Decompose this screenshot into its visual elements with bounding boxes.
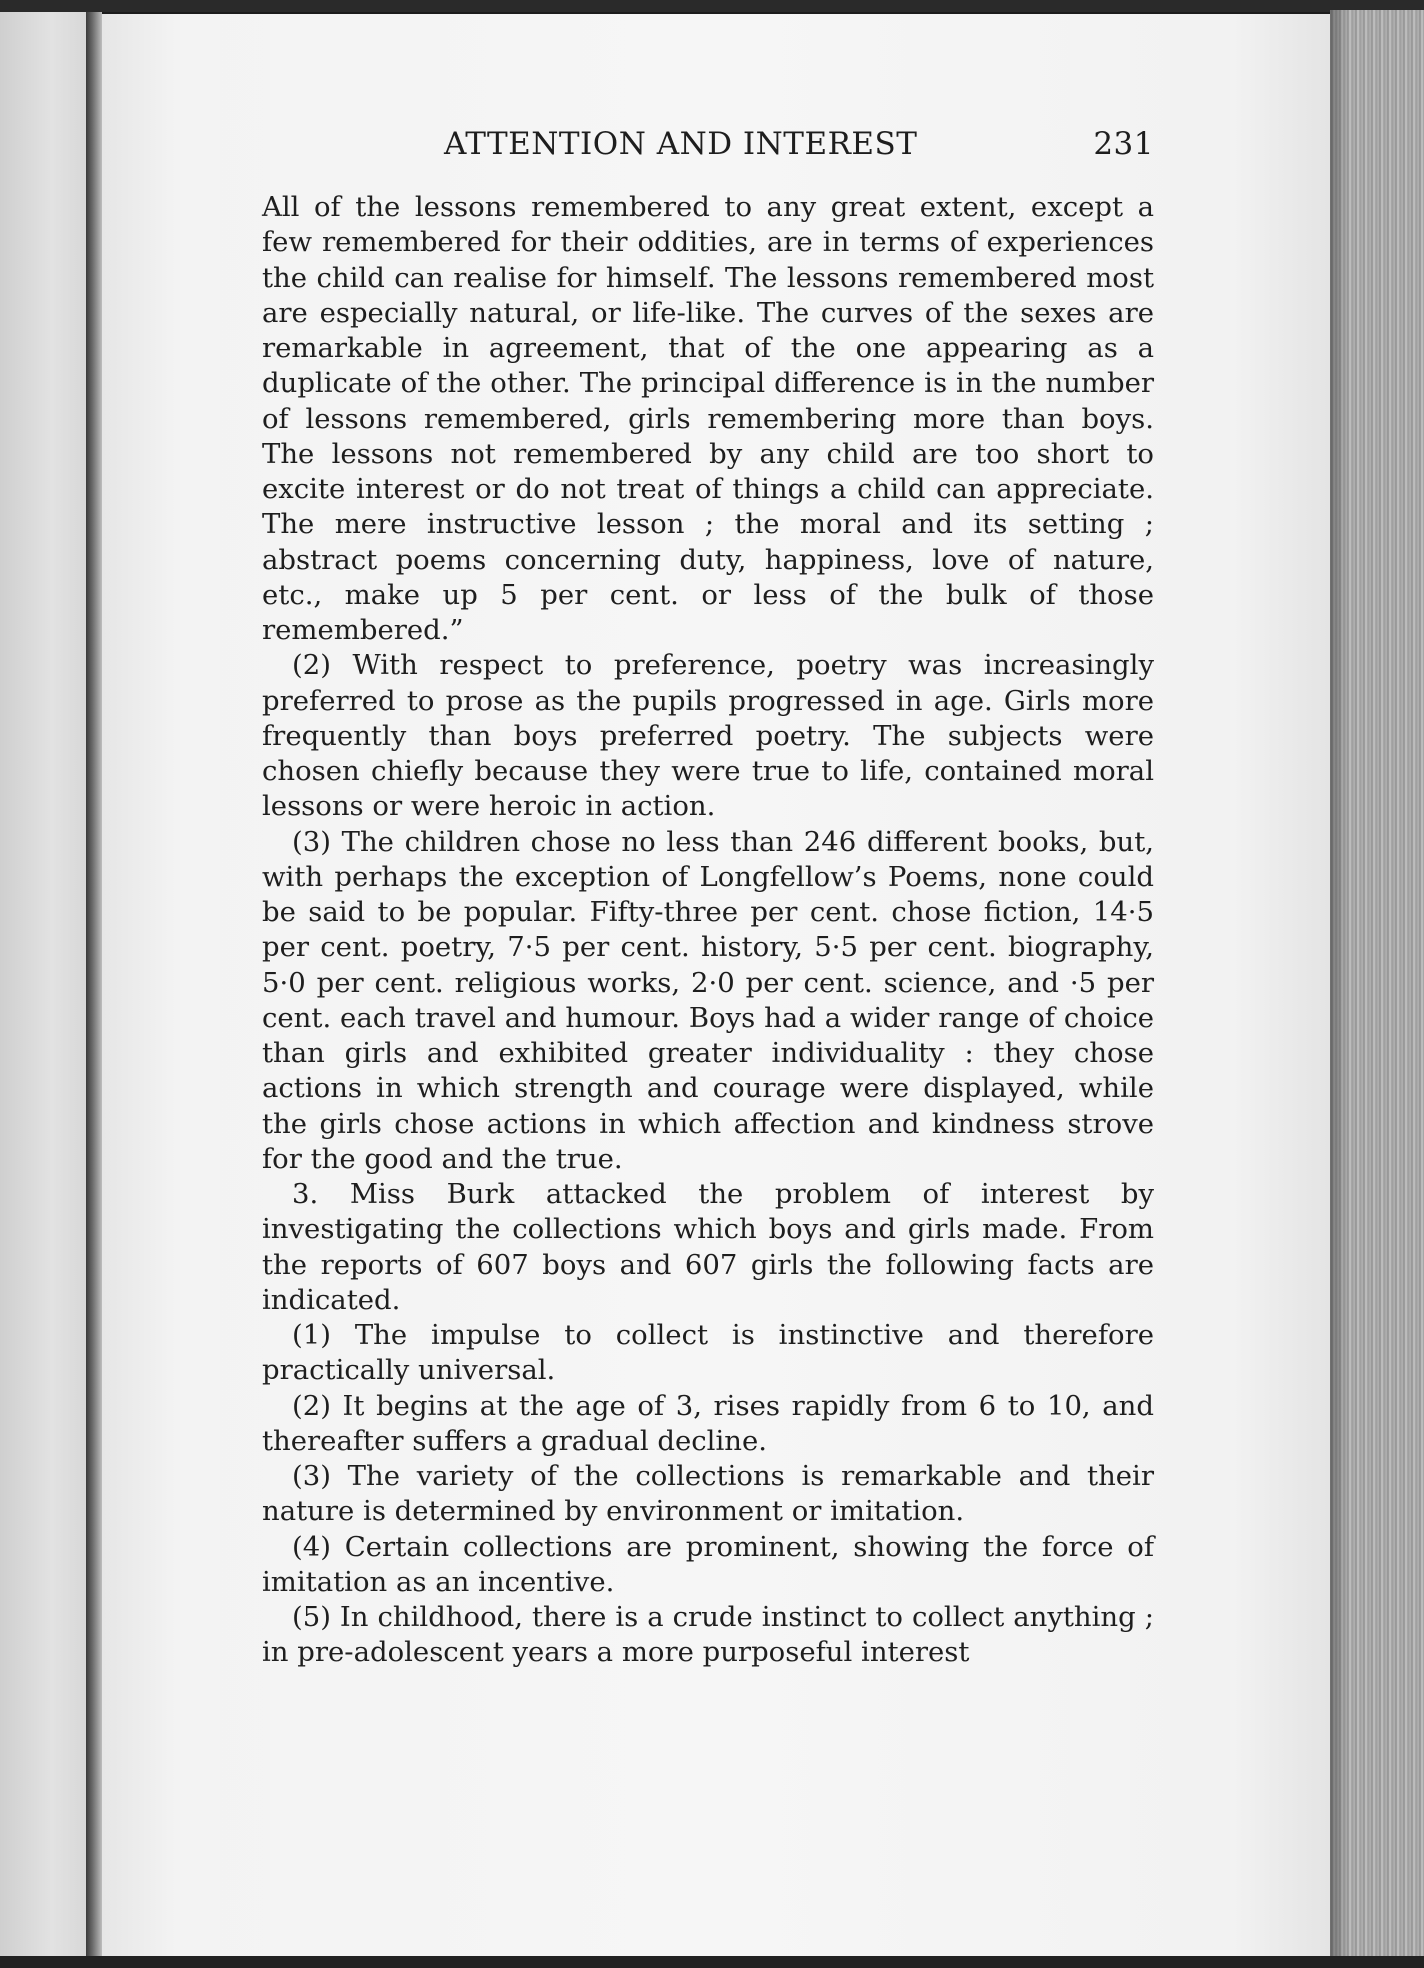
body-text bbox=[262, 190, 1154, 1671]
list-item-impulse: (1) The impulse to collect is instinctive and therefore practically universal. bbox=[262, 1319, 1154, 1387]
left-page-edge bbox=[0, 12, 86, 1956]
scan-bottom-border bbox=[0, 1956, 1424, 1968]
list-item-age: (2) It begins at the age of 3, rises rapidly from 6 to 10, and thereafter suffers a gradual decline. bbox=[262, 1389, 1154, 1457]
list-item-imitation: (4) Certain collections are prominent, showing the force of imitation as an incentive. bbox=[262, 1530, 1154, 1598]
list-item-childhood: (5) In childhood, there is a crude instinct to collect anything ; in pre-adolescent years a more purposeful interest bbox=[262, 1601, 1154, 1669]
paragraph-quote-continuation: All of the lessons remembered to any great extent, except a few remembered for their oddities, are in terms of experiences the child can realise for himself. The lessons remembered most are especially natural, or life-like. The curves of the sexes are remarkable in agreement, that of the one appearing as a duplicate of the other. The principal difference is in the number of lessons remembered, girls remembering more than boys. The lessons not remembered by any child are too short to excite interest or do not treat of things a child can appreciate. The mere instructive lesson ; the moral and its setting ; abstract poems concerning duty, happiness, love of nature, etc., make up 5 per cent. or less of the bulk of those remembered.” bbox=[262, 191, 1154, 646]
paragraph-miss-burk: 3. Miss Burk attacked the problem of interest by investigating the collections which boys and girls made. From the reports of 607 boys and 607 girls the following facts are indicated. bbox=[262, 1178, 1154, 1316]
page-header bbox=[262, 126, 1154, 170]
paragraph-books: (3) The children chose no less than 246 different books, but, with perhaps the exception of Longfellow’s Poems, none could be said to be popular. Fifty-three per cent. chose fiction, 14·5 per cent. poetry, 7·5 per cent. history, 5·5 per cent. biography, 5·0 per cent. religious works, 2·0 per cent. science, and ·5 per cent. each travel and humour. Boys had a wider range of choice than girls and exhibited greater individuality : they chose actions in which strength and courage were displayed, while the girls chose actions in which affection and kindness strove for the good and the true. bbox=[262, 825, 1154, 1175]
scan-top-border bbox=[0, 0, 1424, 12]
page-edges-shadow bbox=[1330, 10, 1348, 1960]
book-gutter bbox=[86, 12, 102, 1956]
list-item-variety: (3) The variety of the collections is remarkable and their nature is determined by environment or imitation. bbox=[262, 1460, 1154, 1528]
running-title: ATTENTION AND INTEREST bbox=[444, 126, 918, 162]
page-number: 231 bbox=[1093, 126, 1154, 162]
paragraph-preference: (2) With respect to preference, poetry was increasingly preferred to prose as the pupils progressed in age. Girls more frequently than boys preferred poetry. The subjects were chosen chiefly because they were true to life, contained moral lessons or were heroic in action. bbox=[262, 649, 1154, 823]
